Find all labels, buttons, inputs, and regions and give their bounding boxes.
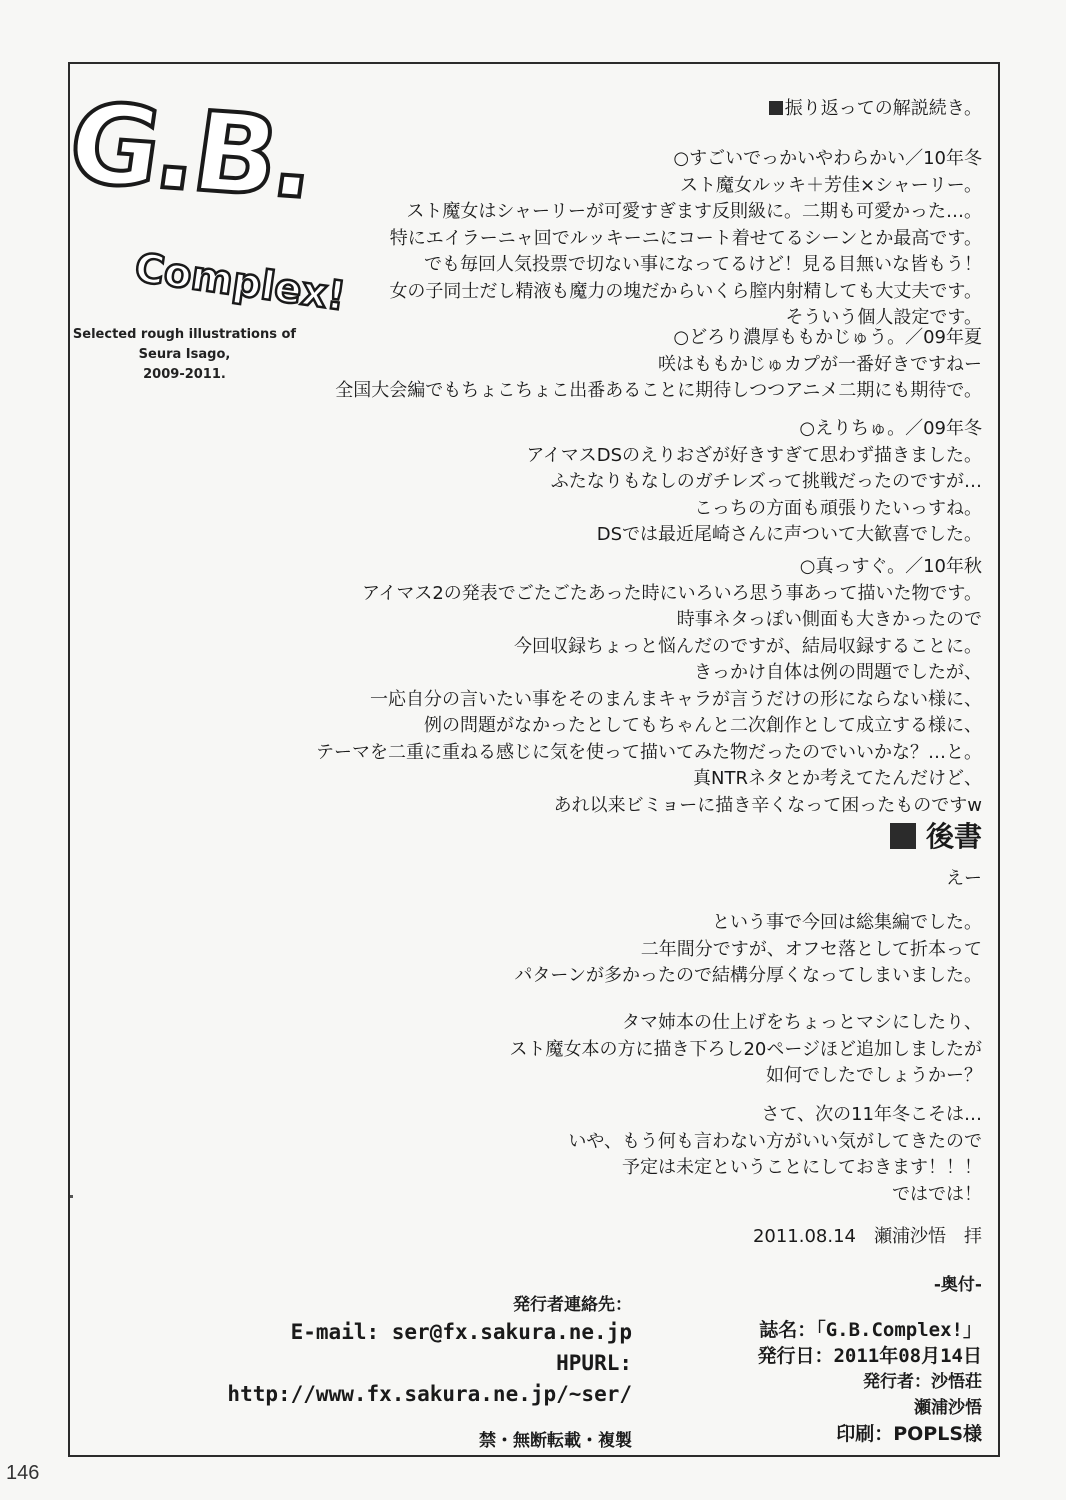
section-line: 真NTRネタとか考えてたんだけど、 (693, 768, 982, 789)
commentary-section-3 (262, 416, 982, 549)
section-title: ○えりちゅ。／09年冬 (799, 418, 982, 439)
section-line: スト魔女ルッキ＋芳佳×シャーリー。 (679, 174, 982, 196)
section-line: 時事ネタっぽい側面も大きかったので (676, 609, 982, 630)
afterword-paragraph-3 (262, 1102, 982, 1208)
colophon-printer-label: 印刷： (836, 1423, 894, 1445)
section-line: 例の問題がなかったとしてもちゃんと二次創作として成立する様に、 (424, 715, 982, 736)
afterword-line: スト魔女本の方に描き下ろし20ページほど追加しましたが (509, 1038, 982, 1060)
section-line: DSでは最近尾崎さんに声ついて大歓喜でした。 (596, 524, 982, 545)
section-line: ふたなりもなしのガチレズって挑戦だったのですが… (550, 471, 982, 492)
section-line: でも毎回人気投票で切ない事になってるけど！見る目無いな皆もう！ (424, 254, 982, 275)
afterword-line: さて、次の11年冬こそは… (761, 1104, 982, 1125)
afterword-paragraph-2 (262, 1010, 982, 1090)
colophon-title-value: 「G.B.Complex!」 (816, 1319, 982, 1341)
afterword-line: という事で今回は総集編でした。 (712, 912, 982, 933)
afterword-line: 如何でしたでしょうかー？ (766, 1065, 982, 1086)
section-line: こっちの方面も頑張りたいっすね。 (694, 497, 982, 519)
subtitle-line: Selected rough illustrations of (72, 327, 297, 342)
contact-email[interactable]: E-mail: ser@fx.sakura.ne.jp (290, 1320, 632, 1344)
colophon (682, 1317, 982, 1447)
section-title: ○すごいでっかいやわらかい／10年冬 (673, 148, 982, 169)
prohibition-notice: 禁・無断転載・複製 (479, 1431, 632, 1451)
colophon-publisher-value: 沙悟荘 (931, 1372, 982, 1392)
section-line: アイマス2の発表でごたごたあった時にいろいろ思う事あって描いた物です。 (361, 582, 982, 604)
section-line: そういう個人設定です。 (785, 307, 982, 328)
section-line: 今回収録ちょっと悩んだのですが、結局収録することに。 (514, 635, 982, 657)
section-line: 咲はももかじゅカプが一番好きですねー (658, 353, 982, 375)
contact-block (120, 1290, 632, 1451)
contact-url[interactable]: http://www.fx.sakura.ne.jp/~ser/ (227, 1382, 632, 1406)
section-line: 一応自分の言いたい事をそのまんまキャラが言うだけの形にならない様に、 (370, 688, 982, 710)
colophon-publisher-label: 発行者： (863, 1372, 931, 1392)
page-number: 146 (6, 1462, 40, 1484)
contact-hpurl-label: HPURL: (556, 1351, 632, 1375)
colophon-date-label: 発行日： (757, 1345, 834, 1367)
section-title: ○どろり濃厚ももかじゅう。／09年夏 (673, 327, 982, 348)
commentary-section-2 (262, 325, 982, 405)
colophon-publisher-row (682, 1369, 982, 1395)
afterword-opening (262, 866, 982, 893)
colophon-date-value: 2011年08月14日 (833, 1345, 982, 1367)
afterword-heading (890, 815, 982, 855)
afterword-line: 二年間分ですが、オフセ落として折本って (640, 938, 982, 960)
logo-main: G.B. (61, 79, 321, 223)
colophon-printer-row (682, 1421, 982, 1447)
afterword-signature: 2011.08.14 瀬浦沙悟 拝 (752, 1226, 982, 1247)
colophon-title-row (682, 1317, 982, 1343)
afterword-heading-text: 後書 (925, 820, 982, 853)
afterword-line: ではでは！ (892, 1183, 982, 1205)
commentary-heading (262, 96, 982, 123)
section-line: あれ以来ビミョーに描き辛くなって困ったものですw (553, 794, 982, 816)
commentary-section-4 (262, 554, 982, 819)
logo-sub: Complex! (132, 245, 349, 321)
commentary-section-1 (262, 146, 982, 332)
section-line: 女の子同士だし精液も魔力の塊だからいくら膣内射精しても大丈夫です。 (389, 280, 982, 302)
section-line: 全国大会編でもちょこちょこ出番あることに期待しつつアニメ二期にも期待で。 (335, 380, 982, 401)
subtitle-line: 2009-2011. (143, 367, 226, 382)
colophon-author: 瀬浦沙悟 (914, 1398, 982, 1418)
afterword-line: いや、もう何も言わない方がいい気がしてきたので (568, 1130, 982, 1152)
colophon-heading: -奥付- (933, 1275, 982, 1295)
scan-mark (70, 1195, 73, 1198)
afterword-line: タマ姉本の仕上げをちょっとマシにしたり、 (622, 1012, 982, 1033)
afterword-line: パターンが多かったので結構分厚くなってしまいました。 (514, 965, 982, 986)
subtitle-line: Seura Isago, (138, 347, 231, 362)
section-line: 特にエイラーニャ回でルッキーニにコート着せてるシーンとか最高です。 (389, 227, 982, 249)
section-line: スト魔女はシャーリーが可愛すぎます反則級に。二期も可愛かった…。 (406, 201, 982, 222)
afterword-line: 予定は未定ということにしておきます！！！ (622, 1157, 982, 1178)
colophon-title-label: 誌名： (759, 1319, 817, 1341)
section-title: ○真っすぐ。／10年秋 (799, 556, 982, 577)
commentary-heading-text: 振り返っての解説続き。 (784, 98, 982, 119)
square-bullet-icon (769, 101, 783, 115)
afterword-paragraph-1 (262, 910, 982, 990)
section-line: テーマを二重に重ねる感じに気を使って描いてみた物だったのでいいかな？…と。 (316, 741, 982, 763)
colophon-date-row (682, 1343, 982, 1369)
contact-title: 発行者連絡先： (513, 1295, 632, 1315)
section-line: アイマスDSのえりおざが好きすぎて思わず描きました。 (526, 444, 982, 466)
section-line: きっかけ自体は例の問題でしたが、 (694, 662, 982, 683)
colophon-printer-value: POPLS様 (893, 1423, 982, 1445)
afterword-opening-text: えー (946, 868, 982, 889)
square-bullet-icon (890, 823, 916, 849)
